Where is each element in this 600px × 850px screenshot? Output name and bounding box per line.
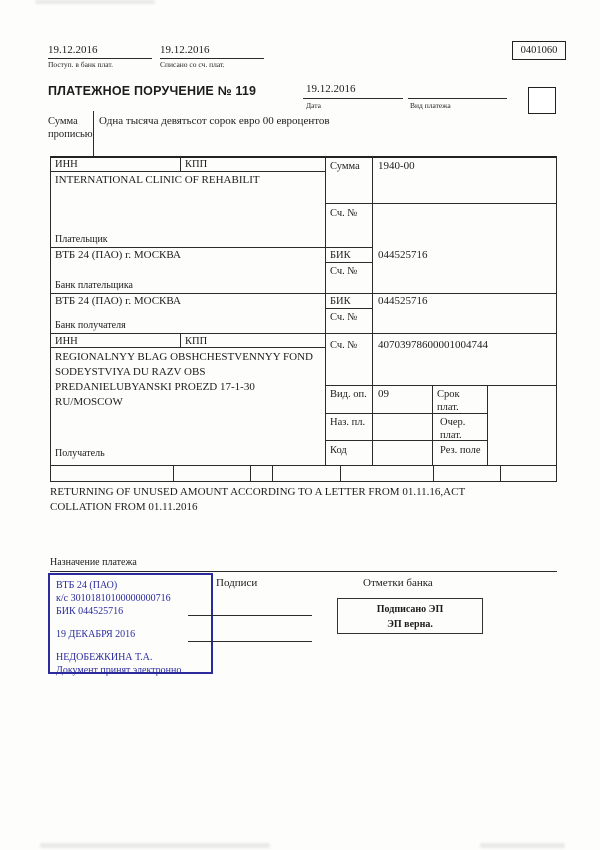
- taxrow-divider-6: [500, 465, 501, 481]
- beneficiary-bank-bik-value: 044525716: [378, 295, 428, 307]
- beneficiary-bank-section-label: Банк получателя: [55, 320, 126, 331]
- table-mid-border: [325, 156, 326, 465]
- beneficiary-name-3: PREDANIELUBYANSKI PROEZD 17-1-30: [55, 381, 255, 393]
- scan-artifact-top: [35, 0, 155, 4]
- sum-label: Сумма: [330, 161, 360, 172]
- beneficiary-name-2: SODEYSTVIYA DU RAZV OBS: [55, 366, 206, 378]
- payer-name: INTERNATIONAL CLINIC OF REHABILIT: [55, 174, 260, 186]
- amount-words-label-1: Сумма: [48, 116, 78, 127]
- op-col-divider-1: [432, 385, 433, 465]
- inn-kpp-divider-1: [180, 156, 181, 171]
- beneficiary-account-label: Сч. №: [330, 340, 358, 351]
- sum-value: 1940-00: [378, 160, 415, 172]
- signature-line-2: [188, 641, 312, 642]
- document-date: 19.12.2016: [306, 83, 356, 95]
- pay-order-label: Очер. плат.: [440, 417, 466, 442]
- line-above-op: [325, 385, 557, 386]
- table-top-border: [50, 156, 557, 158]
- beneficiary-account-value: 40703978600001004744: [378, 339, 488, 351]
- date-underline: [303, 98, 403, 99]
- taxrow-divider-5: [433, 465, 434, 481]
- taxrow-divider-3: [272, 465, 273, 481]
- stamp-operator: НЕДОБЕЖКИНА Т.А.: [56, 652, 153, 663]
- signed-ep-stamp: [337, 598, 483, 634]
- beneficiary-name-1: REGIONALNYY BLAG OBSHCHESTVENNYY FOND: [55, 351, 313, 363]
- amount-words-label-2: прописью: [48, 129, 93, 140]
- beneficiary-section-label: Получатель: [55, 448, 105, 459]
- op-type-label: Вид. оп.: [330, 389, 367, 400]
- purpose-text-1: RETURNING OF UNUSED AMOUNT ACCORDING TO A LETTER FROM 01.11.16,ACT: [50, 486, 466, 498]
- debited-date-label: Списано со сч. плат.: [160, 60, 225, 69]
- signatures-label: Подписи: [216, 577, 258, 589]
- line-above-taxrow: [50, 465, 557, 466]
- table-left-border: [50, 156, 51, 481]
- purpose-section-label: Назначение платежа: [50, 557, 137, 568]
- taxrow-divider-2: [250, 465, 251, 481]
- payer-kpp-label: КПП: [185, 159, 208, 170]
- debited-date: 19.12.2016: [160, 44, 210, 56]
- taxrow-divider-1: [173, 465, 174, 481]
- payer-bank-section-label: Банк плательщика: [55, 280, 133, 291]
- document-title: ПЛАТЕЖНОЕ ПОРУЧЕНИЕ № 119: [48, 84, 257, 98]
- line-under-sum: [325, 203, 557, 204]
- payment-type-label: Вид платежа: [410, 101, 451, 110]
- table-label-border: [372, 156, 373, 465]
- payment-type-underline: [408, 98, 507, 99]
- payer-bank-account-label: Сч. №: [330, 266, 358, 277]
- amount-words-value: Одна тысяча девятьсот сорок евро 00 евроцентов: [99, 115, 330, 127]
- line-under-payer: [50, 247, 372, 248]
- line-bik1: [325, 262, 372, 263]
- received-date: 19.12.2016: [48, 44, 98, 56]
- line-under-purpose-label: [50, 571, 557, 572]
- beneficiary-inn-label: ИНН: [55, 336, 78, 347]
- stamp-bank-name: ВТБ 24 (ПАО): [56, 580, 118, 591]
- inn-kpp-divider-2: [180, 333, 181, 347]
- stamp-date: 19 ДЕКАБРЯ 2016: [56, 629, 136, 640]
- payer-inn-label: ИНН: [55, 159, 78, 170]
- scan-artifact-bottom-left: [40, 843, 270, 848]
- signature-line-1: [188, 615, 312, 616]
- line-under-payer-inn: [50, 171, 325, 172]
- scan-artifact-bottom-right: [480, 843, 565, 848]
- stamp-bik: БИК 044525716: [56, 606, 124, 617]
- pay-term-label: Срок плат.: [437, 389, 460, 414]
- received-date-underline: [48, 58, 152, 59]
- line-bik2: [325, 308, 372, 309]
- form-code-box: 0401060: [512, 41, 566, 60]
- payer-section-label: Плательщик: [55, 234, 108, 245]
- line-under-payer-bank: [50, 293, 557, 294]
- debited-date-underline: [160, 58, 264, 59]
- payer-bank-bik-value: 044525716: [378, 249, 428, 261]
- signed-ep-line2: ЭП верна.: [387, 619, 433, 630]
- payer-bank-name: ВТБ 24 (ПАО) г. МОСКВА: [55, 249, 181, 261]
- payer-bank-bik-label: БИК: [330, 250, 351, 261]
- payer-account-label: Сч. №: [330, 208, 358, 219]
- purpose-code-label: Наз. пл.: [330, 417, 366, 428]
- beneficiary-kpp-label: КПП: [185, 336, 208, 347]
- table-right-border: [556, 156, 557, 481]
- beneficiary-bank-account-label: Сч. №: [330, 312, 358, 323]
- received-date-label: Поступ. в банк плат.: [48, 60, 113, 69]
- taxrow-divider-4: [340, 465, 341, 481]
- op-type-value: 09: [378, 388, 389, 400]
- stamp-corr-account: к/с 30101810100000000716: [56, 593, 171, 604]
- stamp-note: Документ принят электронно: [56, 665, 182, 676]
- bank-stamp: [48, 573, 213, 674]
- line-under-taxrow: [50, 481, 557, 482]
- amount-words-divider: [93, 111, 94, 157]
- reserve-field-label: Рез. поле: [440, 445, 481, 456]
- bank-marks-label: Отметки банка: [363, 577, 433, 589]
- date-label: Дата: [306, 101, 321, 110]
- beneficiary-bank-bik-label: БИК: [330, 296, 351, 307]
- op-col-divider-2: [487, 385, 488, 465]
- purpose-text-2: COLLATION FROM 01.11.2016: [50, 501, 198, 513]
- line-under-beneficiary-bank: [50, 333, 557, 334]
- signed-ep-line1: Подписано ЭП: [376, 604, 444, 615]
- status-checkbox: [528, 87, 556, 114]
- beneficiary-bank-name: ВТБ 24 (ПАО) г. МОСКВА: [55, 295, 181, 307]
- code-label: Код: [330, 445, 347, 456]
- beneficiary-name-4: RU/MOSCOW: [55, 396, 123, 408]
